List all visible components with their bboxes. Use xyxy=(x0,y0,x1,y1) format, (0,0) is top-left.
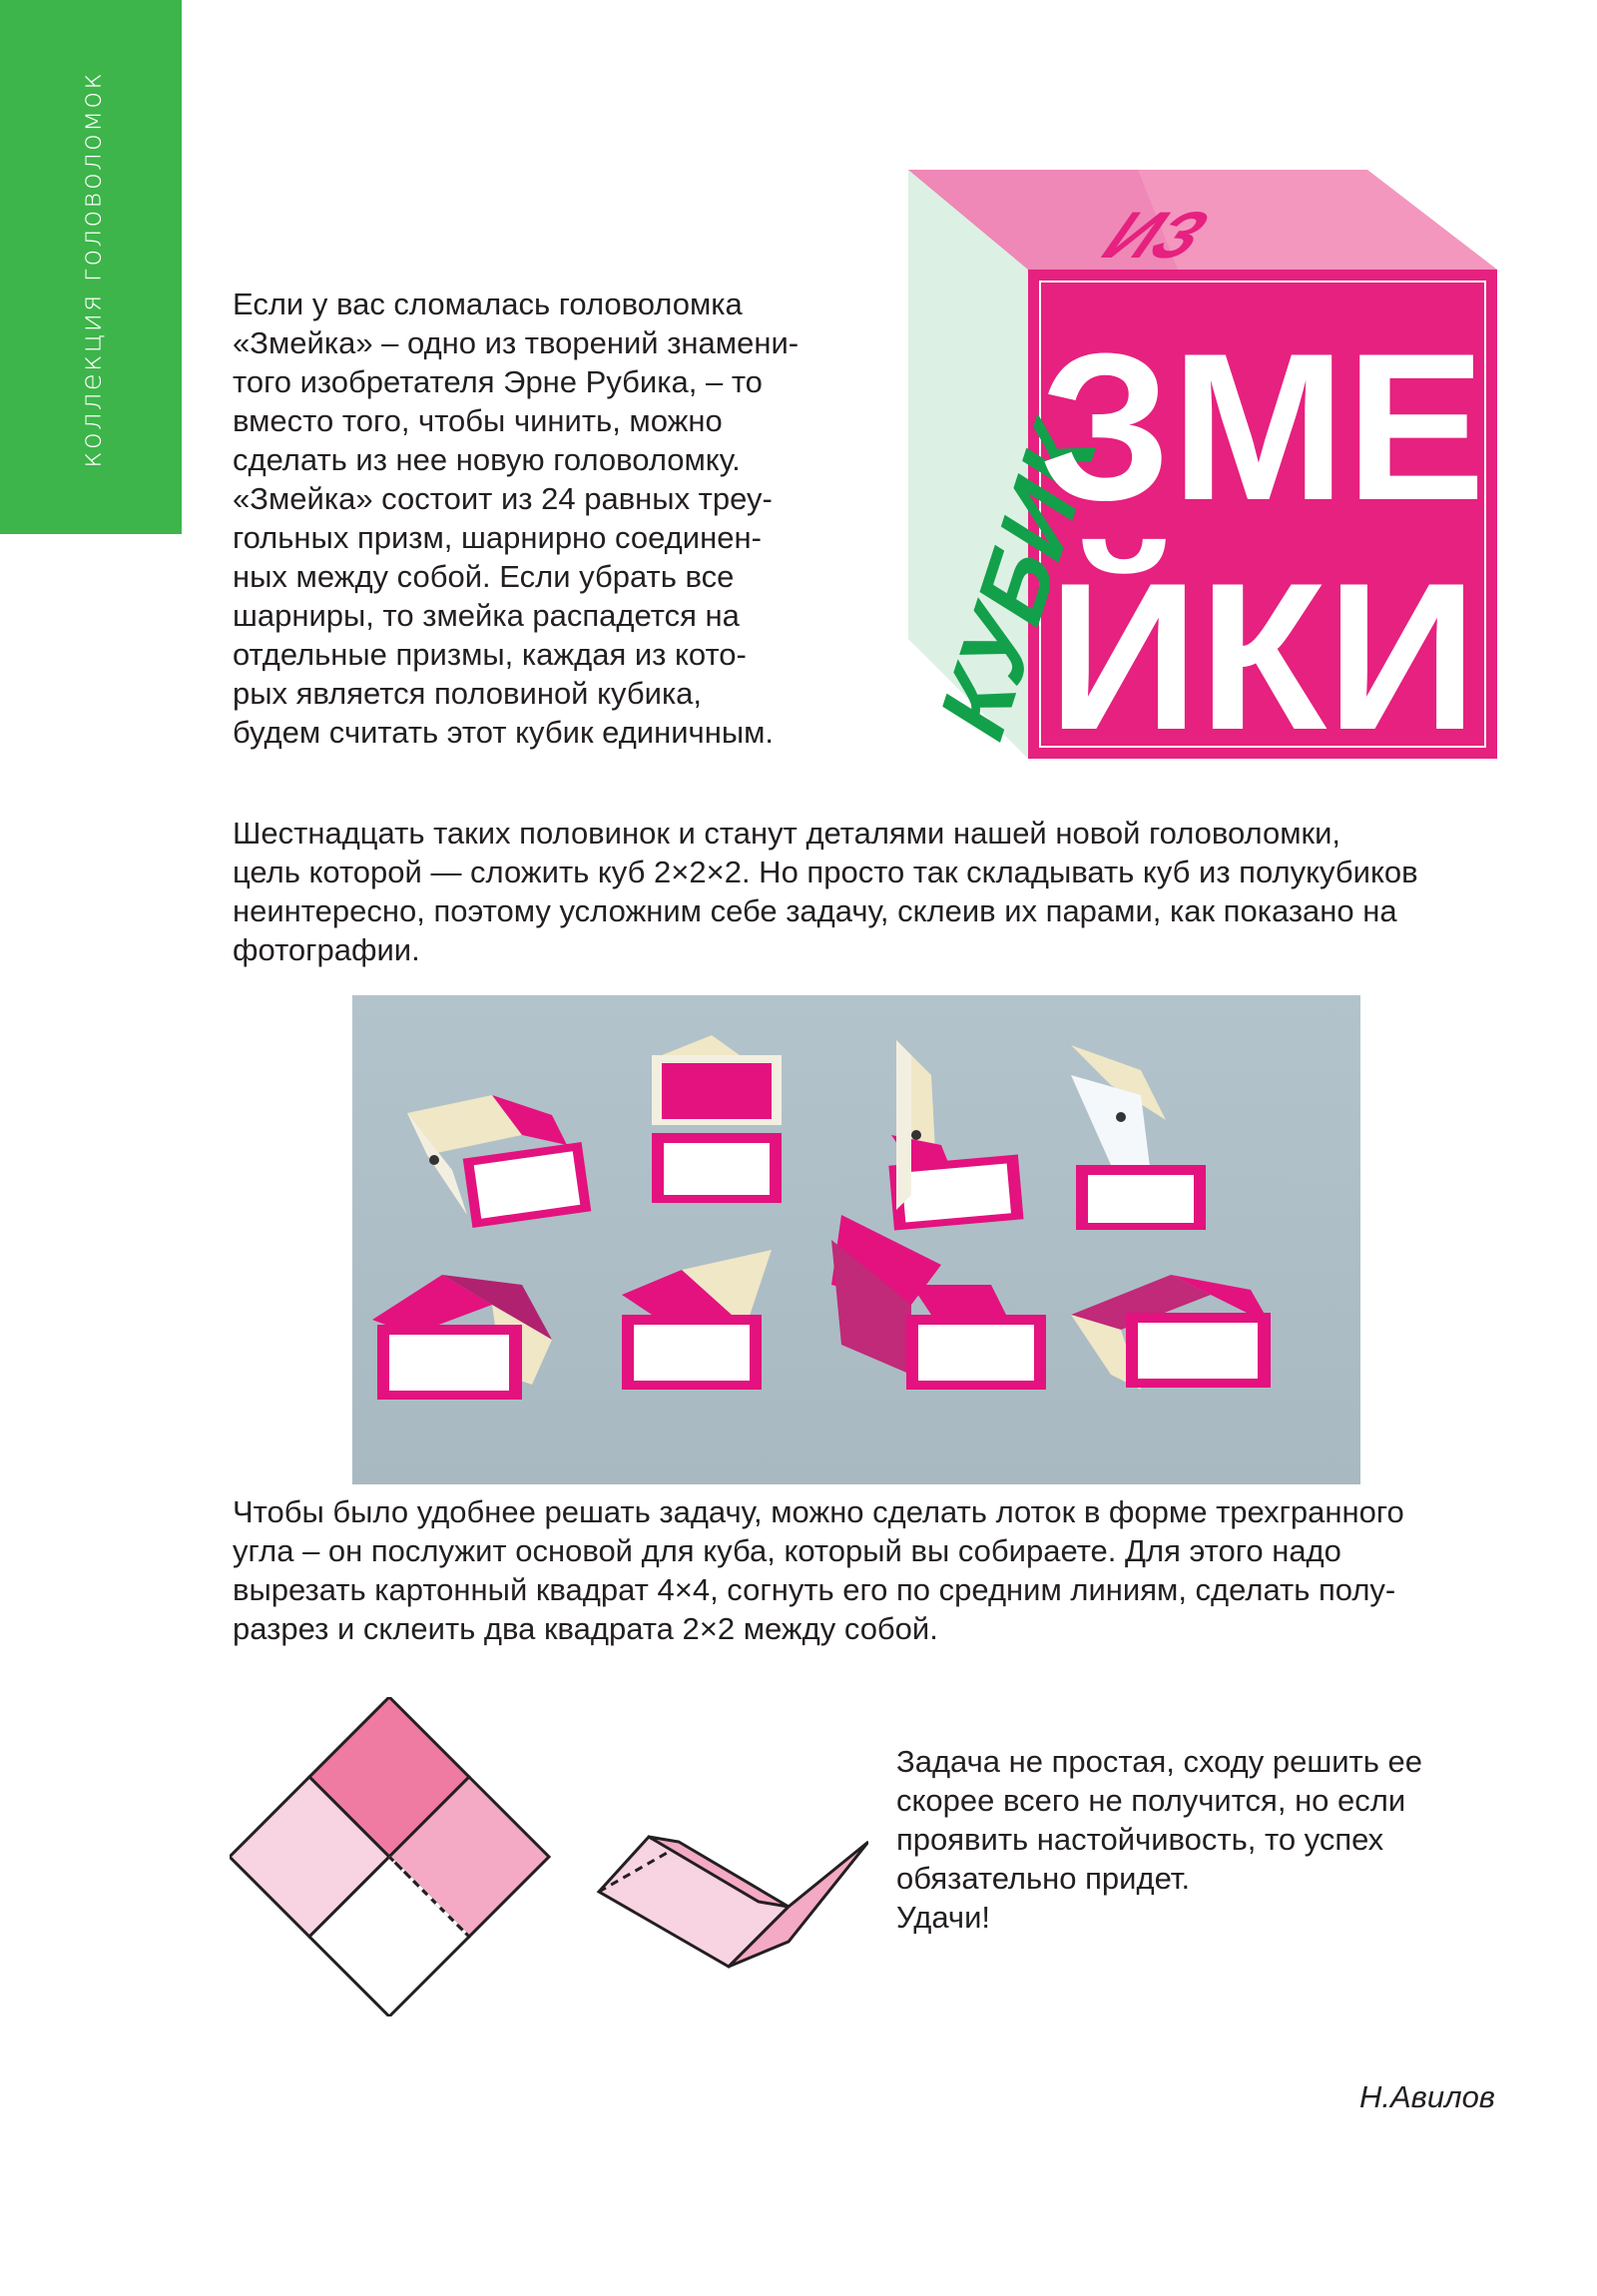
paragraph-3: Чтобы было удобнее решать задачу, можно сделать лоток в форме трехгранного угла – он послужит основой для куба, который вы собираете. Для этого надо вырезать картонный квадрат 4×4, согнуть его по средним линиям, сделать полу- разрез и склеить два квадрата 2×2 между собой. xyxy=(233,1494,1404,1646)
title-line-2: ЙКИ xyxy=(1047,539,1478,769)
tray-diagram xyxy=(230,1697,868,2016)
title-word-iz: ИЗ xyxy=(1086,197,1228,273)
prism-pairs-photo xyxy=(352,995,1360,1484)
paragraph-4: Задача не простая, сходу решить ее скорее всего не получится, но если проявить настойчивость, то успех обязательно придет. Удачи! xyxy=(896,1744,1422,1935)
sidebar-tab xyxy=(0,0,182,534)
folded-tray-diagram xyxy=(599,1837,868,1967)
flat-square-diagram xyxy=(230,1697,549,2016)
sidebar-label: коллекция головоломок xyxy=(74,71,108,468)
title-cube-logo xyxy=(878,170,1497,769)
prism-pair-2 xyxy=(652,1035,782,1203)
intro-paragraph: Если у вас сломалась головоломка «Змейка» – одно из творений знамени- того изобретателя Эрне Рубика, – то вместо того, чтобы чинить, можно сделать из нее новую головоломку. «Змейка» состоит из 24 равных треу- гольных призм, шарнирно соединен- ных между собой. Если убрать все шарниры, то змейка распадется на отдельные призмы, каждая из кото- рых является половиной кубика, будем считать этот кубик единичным. xyxy=(233,287,799,750)
author-signature: Н.Авилов xyxy=(1358,2079,1495,2114)
paragraph-2: Шестнадцать таких половинок и станут деталями нашей новой головоломки, цель которой — сложить куб 2×2×2. Но просто так складывать куб из полукубиков неинтересно, поэтому усложним себе задачу, склеив их парами, как показано на фотографии. xyxy=(233,816,1418,967)
title-word-kubik: КУБИК xyxy=(922,399,1115,761)
title-line-1: ЗМЕ xyxy=(1039,309,1486,544)
